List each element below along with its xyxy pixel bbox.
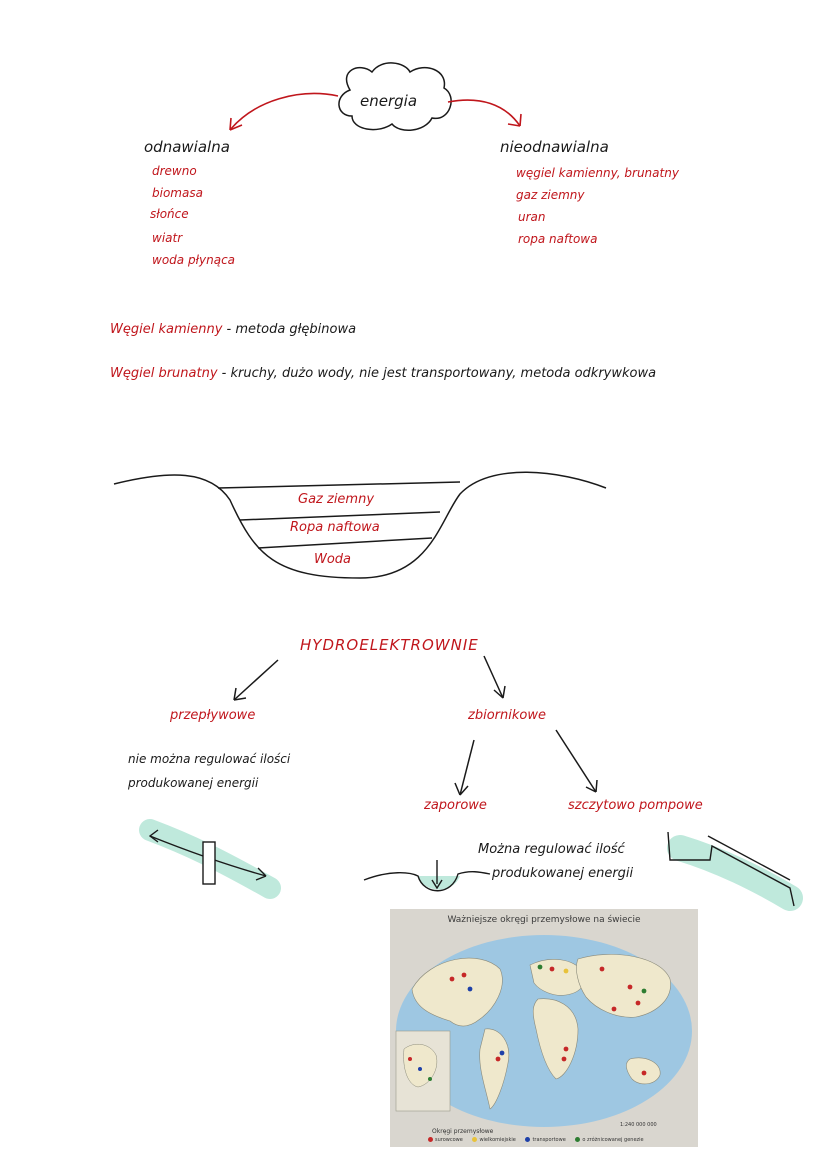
legend-dot-icon bbox=[472, 1137, 477, 1142]
legend-item: transportowe bbox=[525, 1137, 565, 1143]
map-scale: 1:240 000 000 bbox=[620, 1122, 657, 1128]
map-title: Ważniejsze okręgi przemysłowe na świecie bbox=[447, 915, 641, 925]
arrow-to-renewable bbox=[230, 94, 338, 130]
hydro-reservoir: zbiornikowe bbox=[468, 708, 546, 723]
reservoir-note-line2: produkowanej energii bbox=[492, 866, 634, 881]
pumped-storage-sketch bbox=[668, 832, 794, 906]
renewable-item: słońce bbox=[150, 207, 189, 221]
legend-dot-icon bbox=[525, 1137, 530, 1142]
hard-coal-label: Węgiel kamienny bbox=[110, 322, 223, 337]
hydro-title: HYDROELEKTROWNIE bbox=[300, 636, 479, 654]
renewable-heading: odnawialna bbox=[144, 138, 230, 156]
dam-sketch bbox=[364, 860, 490, 891]
legend-item: o zróżnicowanej genezie bbox=[575, 1137, 643, 1143]
world-map bbox=[390, 909, 698, 1147]
renewable-item: biomasa bbox=[152, 186, 203, 200]
hydro-arrows bbox=[234, 656, 597, 795]
reservoir-note-line1: Można regulować ilość bbox=[478, 842, 625, 857]
legend-item: surowcowe bbox=[428, 1137, 463, 1143]
nonrenewable-item: ropa naftowa bbox=[518, 232, 598, 246]
hard-coal-note bbox=[110, 322, 356, 337]
energy-title: energia bbox=[360, 92, 418, 110]
hydro-dam: zaporowe bbox=[424, 798, 487, 813]
legend-item: wielkomiejskie bbox=[472, 1137, 515, 1143]
renewable-item: wiatr bbox=[152, 231, 183, 245]
hydro-pumped: szczytowo pompowe bbox=[568, 798, 703, 813]
flow-note-line1: nie można regulować ilości bbox=[128, 752, 291, 766]
nonrenewable-heading: nieodnawialna bbox=[500, 138, 609, 156]
flow-note-line2: produkowanej energii bbox=[128, 776, 259, 790]
hydro-flow: przepływowe bbox=[170, 708, 256, 723]
legend-dot-icon bbox=[575, 1137, 580, 1142]
brown-coal-text: - kruchy, dużo wody, nie jest transportowany, metoda odkrywkowa bbox=[221, 366, 657, 381]
renewable-item: drewno bbox=[152, 164, 197, 178]
layer-oil: Ropa naftowa bbox=[290, 520, 380, 535]
industrial-regions-map-photo bbox=[390, 909, 698, 1147]
map-legend bbox=[428, 1137, 652, 1143]
brown-coal-label: Węgiel brunatny bbox=[110, 366, 218, 381]
legend-title: Okręgi przemysłowe bbox=[432, 1128, 494, 1135]
hard-coal-text: - metoda głębinowa bbox=[226, 322, 357, 337]
brown-coal-note bbox=[110, 366, 656, 381]
legend-dot-icon bbox=[428, 1137, 433, 1142]
arrow-to-nonrenewable bbox=[448, 100, 520, 126]
nonrenewable-item: uran bbox=[518, 210, 546, 224]
renewable-item: woda płynąca bbox=[152, 253, 236, 267]
layer-water: Woda bbox=[314, 552, 352, 567]
layer-gas: Gaz ziemny bbox=[298, 492, 375, 507]
nonrenewable-item: gaz ziemny bbox=[516, 188, 585, 202]
run-of-river-sketch bbox=[150, 830, 270, 888]
nonrenewable-item: węgiel kamienny, brunatny bbox=[516, 166, 679, 180]
